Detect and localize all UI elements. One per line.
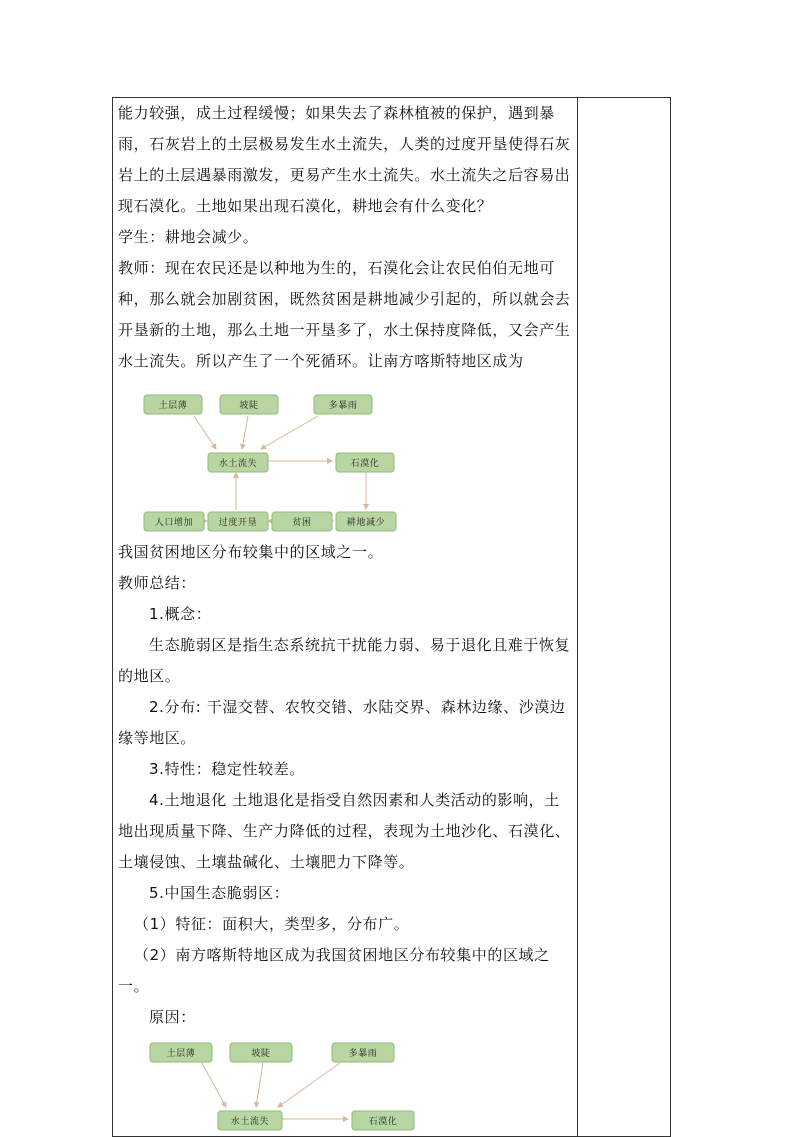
node2-soil-erosion bbox=[218, 1111, 282, 1130]
lesson-content-cell bbox=[118, 98, 574, 1135]
svg-text:坡陡: 坡陡 bbox=[251, 1049, 271, 1059]
node-rocky-desertification bbox=[336, 453, 394, 472]
arrow-thin-soil-to-erosion bbox=[194, 416, 216, 449]
summary-characteristics: 3.特性：稳定性较差。 bbox=[149, 760, 305, 778]
svg-text:土层薄: 土层薄 bbox=[158, 401, 188, 411]
node-heavy-rain bbox=[314, 395, 372, 414]
node-soil-erosion bbox=[208, 453, 268, 472]
svg-text:石漠化: 石漠化 bbox=[350, 459, 380, 469]
summary-concept-heading: 1.概念： bbox=[149, 605, 212, 623]
summary-land-degradation: 4.土地退化 土地退化是指受自然因素和人类活动的影响，土地出现质量下降、生产力降低的过程，表现为土地沙化、石漠化、土壤侵蚀、土壤盐碱化、土壤肥力下降等。 bbox=[118, 791, 571, 871]
arrow-rain-to-erosion bbox=[261, 416, 318, 449]
paragraph-student-answer: 学生：耕地会减少。 bbox=[118, 228, 259, 246]
summary-distribution: 2.分布: 干湿交替、农牧交错、水陆交界、森林边缘、沙漠边缘等地区。 bbox=[118, 698, 566, 747]
summary-concept-text: 生态脆弱区是指生态系统抗干扰能力弱、易于退化且难于恢复的地区。 bbox=[118, 636, 571, 685]
svg-text:过度开垦: 过度开垦 bbox=[218, 518, 258, 528]
svg-text:土层薄: 土层薄 bbox=[166, 1049, 196, 1059]
svg-text:贫困: 贫困 bbox=[292, 518, 312, 528]
node-farmland-loss bbox=[336, 512, 396, 531]
summary-reasons-heading: 原因： bbox=[149, 1008, 196, 1026]
svg-text:多暴雨: 多暴雨 bbox=[328, 401, 358, 411]
arrow2-rain-to-erosion bbox=[278, 1063, 340, 1107]
arrow2-slope-to-erosion bbox=[256, 1063, 263, 1107]
svg-text:水土流失: 水土流失 bbox=[218, 459, 258, 469]
paragraph-conclusion-line: 我国贫困地区分布较集中的区域之一。 bbox=[118, 543, 384, 561]
table-column-divider bbox=[577, 97, 578, 1137]
svg-text:多暴雨: 多暴雨 bbox=[348, 1049, 378, 1059]
node-steep-slope bbox=[220, 395, 278, 414]
svg-text:人口增加: 人口增加 bbox=[154, 518, 194, 528]
arrow2-thin-soil-to-erosion bbox=[202, 1063, 226, 1107]
arrow-slope-to-erosion bbox=[242, 416, 248, 449]
paragraph-teacher-explanation: 教师：现在农民还是以种地为生的，石漠化会让农民伯伯无地可种，那么就会加剧贫困，既然贫困是耕地减少引起的，所以就会去开垦新的土地，那么土地一开垦多了，水土保持度降低，又会产生水土流失。所以产生了一个死循环。让南方喀斯特地区成为 bbox=[118, 259, 571, 370]
summary-features: （1）特征：面积大，类型多，分布广。 bbox=[134, 915, 410, 933]
node2-heavy-rain bbox=[332, 1043, 394, 1062]
paragraph-teacher-summary: 教师总结： bbox=[118, 574, 197, 592]
svg-text:耕地减少: 耕地减少 bbox=[346, 518, 386, 528]
node-poverty bbox=[272, 512, 332, 531]
node-population-growth bbox=[144, 512, 204, 531]
summary-china-fragile-areas: 5.中国生态脆弱区： bbox=[149, 884, 290, 902]
node2-rocky-desertification bbox=[352, 1111, 414, 1130]
svg-text:水土流失: 水土流失 bbox=[230, 1117, 270, 1127]
summary-karst-poverty: （2）南方喀斯特地区成为我国贫困地区分布较集中的区域之一。 bbox=[118, 946, 550, 995]
node2-steep-slope bbox=[230, 1043, 292, 1062]
svg-text:石漠化: 石漠化 bbox=[368, 1117, 398, 1127]
node-thin-soil bbox=[144, 395, 202, 414]
poverty-cycle-diagram bbox=[118, 391, 408, 535]
reasons-diagram bbox=[118, 1039, 418, 1135]
node2-thin-soil bbox=[150, 1043, 212, 1062]
svg-text:坡陡: 坡陡 bbox=[239, 401, 259, 411]
paragraph-soil-formation: 能力较强，成土过程缓慢；如果失去了森林植被的保护，遇到暴雨，石灰岩上的土层极易发生水土流失，人类的过度开垦使得石灰岩上的土层遇暴雨激发，更易产生水土流失。水土流失之后容易出现石漠化。土地如果出现石漠化，耕地会有什么变化？ bbox=[118, 104, 571, 215]
node-over-cultivation bbox=[208, 512, 268, 531]
